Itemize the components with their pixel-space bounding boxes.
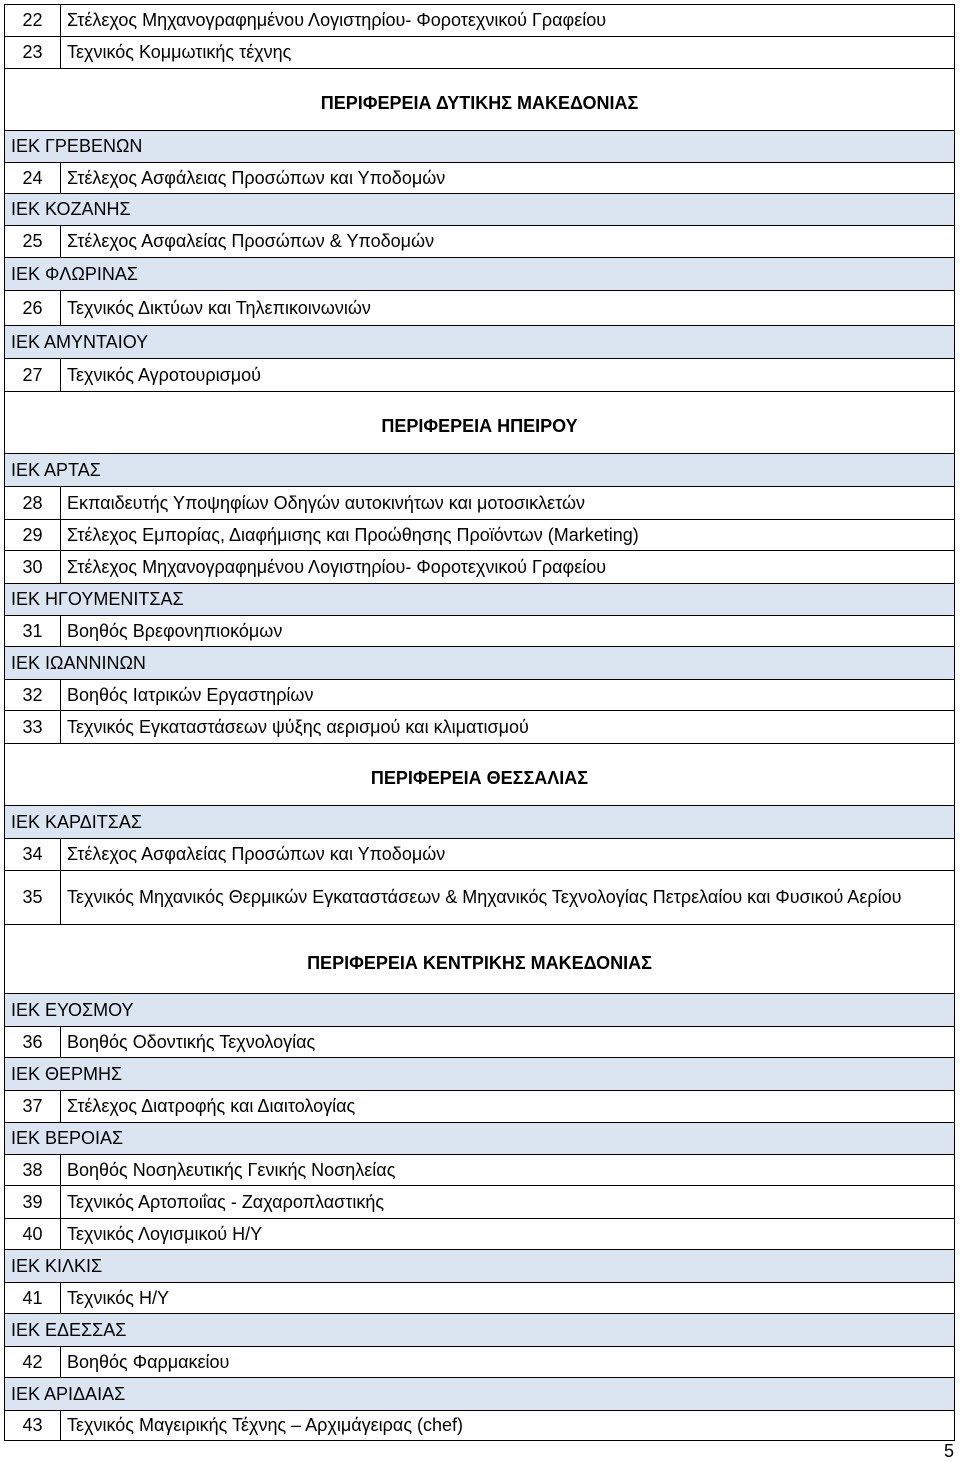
institute-name: ΙΕΚ ΑΡΙΔΑΙΑΣ xyxy=(5,1378,955,1411)
region-title: ΠΕΡΙΦΕΡΕΙΑ ΔΥΤΙΚΗΣ ΜΑΚΕΔΟΝΙΑΣ xyxy=(5,69,955,131)
course-name: Τεχνικός Αρτοποιΐας - Ζαχαροπλαστικής xyxy=(61,1186,955,1219)
institute-row xyxy=(5,194,955,226)
course-row xyxy=(5,163,955,194)
course-number: 42 xyxy=(5,1347,61,1378)
course-number: 27 xyxy=(5,359,61,392)
course-row xyxy=(5,291,955,326)
course-number: 36 xyxy=(5,1027,61,1058)
course-row xyxy=(5,520,955,551)
institute-name: ΙΕΚ ΓΡΕΒΕΝΩΝ xyxy=(5,131,955,163)
course-name: Βοηθός Βρεφονηπιοκόμων xyxy=(61,616,955,647)
course-name: Στέλεχος Ασφαλείας Προσώπων και Υποδομών xyxy=(61,839,955,871)
course-name: Στέλεχος Ασφάλειας Προσώπων και Υποδομών xyxy=(61,163,955,194)
course-name: Τεχνικός Αγροτουρισμού xyxy=(61,359,955,392)
institute-row xyxy=(5,1378,955,1411)
course-number: 39 xyxy=(5,1186,61,1219)
region-header-row xyxy=(5,392,955,454)
course-name: Τεχνικός Μηχανικός Θερμικών Εγκαταστάσεων & Μηχανικός Τεχνολογίας Πετρελαίου και Φυσικού Αερίου xyxy=(61,871,955,925)
course-name: Τεχνικός Λογισμικού Η/Υ xyxy=(61,1219,955,1250)
course-row xyxy=(5,487,955,520)
institute-row xyxy=(5,1314,955,1347)
course-name: Στέλεχος Ασφαλείας Προσώπων & Υποδομών xyxy=(61,226,955,258)
course-number: 33 xyxy=(5,711,61,744)
course-row xyxy=(5,551,955,584)
course-name: Τεχνικός Κομμωτικής τέχνης xyxy=(61,37,955,69)
institute-row xyxy=(5,1123,955,1155)
course-number: 38 xyxy=(5,1155,61,1186)
institute-row xyxy=(5,326,955,359)
course-number: 29 xyxy=(5,520,61,551)
course-number: 37 xyxy=(5,1091,61,1123)
course-number: 26 xyxy=(5,291,61,326)
course-row xyxy=(5,1155,955,1186)
page-number: 5 xyxy=(943,1441,954,1461)
region-title: ΠΕΡΙΦΕΡΕΙΑ ΘΕΣΣΑΛΙΑΣ xyxy=(5,744,955,806)
course-number: 40 xyxy=(5,1219,61,1250)
region-header-row xyxy=(5,69,955,131)
course-name: Τεχνικός Η/Υ xyxy=(61,1283,955,1314)
course-row xyxy=(5,839,955,871)
institute-name: ΙΕΚ ΚΑΡΔΙΤΣΑΣ xyxy=(5,806,955,839)
institute-name: ΙΕΚ ΗΓΟΥΜΕΝΙΤΣΑΣ xyxy=(5,584,955,616)
course-row xyxy=(5,37,955,69)
institute-row xyxy=(5,454,955,487)
region-title: ΠΕΡΙΦΕΡΕΙΑ ΚΕΝΤΡΙΚΗΣ ΜΑΚΕΔΟΝΙΑΣ xyxy=(5,925,955,994)
course-name: Τεχνικός Εγκαταστάσεων ψύξης αερισμού και κλιματισμού xyxy=(61,711,955,744)
institute-row xyxy=(5,131,955,163)
course-number: 32 xyxy=(5,680,61,711)
institute-row xyxy=(5,258,955,291)
institute-name: ΙΕΚ ΚΙΛΚΙΣ xyxy=(5,1250,955,1283)
course-number: 22 xyxy=(5,5,61,37)
course-name: Στέλεχος Μηχανογραφημένου Λογιστηρίου- Φοροτεχνικού Γραφείου xyxy=(61,5,955,37)
course-row xyxy=(5,1091,955,1123)
region-header-row xyxy=(5,744,955,806)
institute-name: ΙΕΚ ΙΩΑΝΝΙΝΩΝ xyxy=(5,647,955,680)
course-row xyxy=(5,1411,955,1441)
course-row xyxy=(5,359,955,392)
course-row xyxy=(5,1186,955,1219)
course-name: Στέλεχος Διατροφής και Διαιτολογίας xyxy=(61,1091,955,1123)
course-name: Βοηθός Νοσηλευτικής Γενικής Νοσηλείας xyxy=(61,1155,955,1186)
course-number: 25 xyxy=(5,226,61,258)
institute-row xyxy=(5,1058,955,1091)
course-name: Εκπαιδευτής Υποψηφίων Οδηγών αυτοκινήτων και μοτοσικλετών xyxy=(61,487,955,520)
course-row xyxy=(5,871,955,925)
course-row xyxy=(5,5,955,37)
course-name: Στέλεχος Μηχανογραφημένου Λογιστηρίου- Φοροτεχνικού Γραφείου xyxy=(61,551,955,584)
course-row xyxy=(5,1283,955,1314)
course-name: Βοηθός Οδοντικής Τεχνολογίας xyxy=(61,1027,955,1058)
course-row xyxy=(5,711,955,744)
course-row xyxy=(5,1027,955,1058)
course-name: Βοηθός Φαρμακείου xyxy=(61,1347,955,1378)
region-header-row xyxy=(5,925,955,994)
course-number: 41 xyxy=(5,1283,61,1314)
institute-name: ΙΕΚ ΘΕΡΜΗΣ xyxy=(5,1058,955,1091)
institute-row xyxy=(5,647,955,680)
course-name: Τεχνικός Δικτύων και Τηλεπικοινωνιών xyxy=(61,291,955,326)
course-row xyxy=(5,226,955,258)
institute-name: ΙΕΚ ΕΥΟΣΜΟΥ xyxy=(5,994,955,1027)
course-number: 35 xyxy=(5,871,61,925)
institute-name: ΙΕΚ ΦΛΩΡΙΝΑΣ xyxy=(5,258,955,291)
course-number: 43 xyxy=(5,1411,61,1441)
course-name: Βοηθός Ιατρικών Εργαστηρίων xyxy=(61,680,955,711)
institute-name: ΙΕΚ ΕΔΕΣΣΑΣ xyxy=(5,1314,955,1347)
institute-row xyxy=(5,994,955,1027)
institute-row xyxy=(5,584,955,616)
course-number: 23 xyxy=(5,37,61,69)
course-table xyxy=(4,4,955,1441)
course-row xyxy=(5,616,955,647)
course-name: Τεχνικός Μαγειρικής Τέχνης – Αρχιμάγειρας (chef) xyxy=(61,1411,955,1441)
region-title: ΠΕΡΙΦΕΡΕΙΑ ΗΠΕΙΡΟΥ xyxy=(5,392,955,454)
course-name: Στέλεχος Εμπορίας, Διαφήμισης και Προώθησης Προϊόντων (Marketing) xyxy=(61,520,955,551)
institute-name: ΙΕΚ ΑΜΥΝΤΑΙΟΥ xyxy=(5,326,955,359)
institute-name: ΙΕΚ ΚΟΖΑΝΗΣ xyxy=(5,194,955,226)
institute-name: ΙΕΚ ΑΡΤΑΣ xyxy=(5,454,955,487)
course-number: 24 xyxy=(5,163,61,194)
course-row xyxy=(5,1347,955,1378)
course-number: 31 xyxy=(5,616,61,647)
course-number: 30 xyxy=(5,551,61,584)
institute-name: ΙΕΚ ΒΕΡΟΙΑΣ xyxy=(5,1123,955,1155)
institute-row xyxy=(5,806,955,839)
institute-row xyxy=(5,1250,955,1283)
course-number: 28 xyxy=(5,487,61,520)
course-row xyxy=(5,680,955,711)
course-row xyxy=(5,1219,955,1250)
course-number: 34 xyxy=(5,839,61,871)
